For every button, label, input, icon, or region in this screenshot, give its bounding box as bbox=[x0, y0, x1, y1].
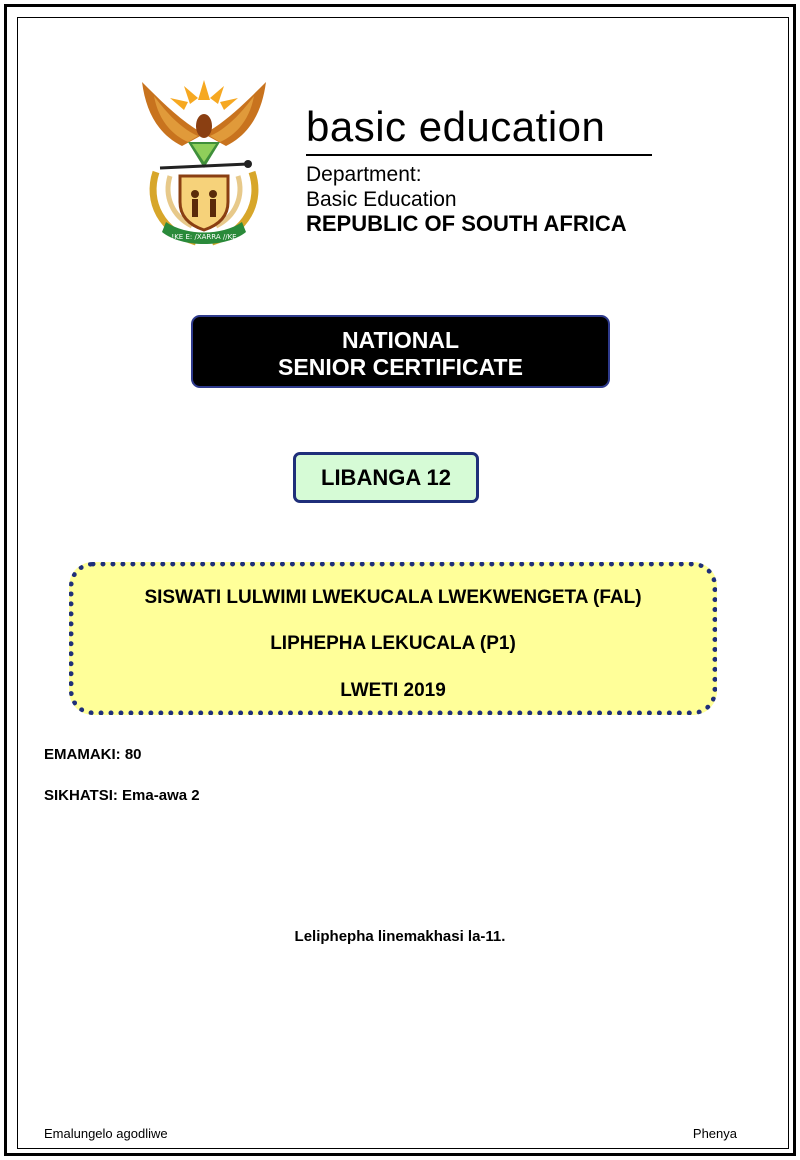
time-info: SIKHATSI: Ema-awa 2 bbox=[44, 787, 200, 804]
grade-label: LIBANGA 12 bbox=[321, 465, 451, 490]
footer-turn-over: Phenya bbox=[692, 1126, 737, 1141]
dept-line-2: Basic Education bbox=[306, 188, 457, 211]
certificate-line-1: NATIONAL bbox=[341, 327, 460, 353]
subject-title: SISWATI LULWIMI LWEKUCALA LWEKWENGETA (FAL) bbox=[144, 587, 642, 608]
dept-title: basic education bbox=[306, 103, 606, 150]
subject-paper: LIPHEPHA LEKUCALA (P1) bbox=[270, 633, 516, 654]
certificate-line-2: SENIOR CERTIFICATE bbox=[278, 354, 523, 380]
dept-title-rule bbox=[306, 154, 652, 156]
grade-badge bbox=[293, 452, 479, 503]
subject-box bbox=[69, 562, 717, 715]
pages-note: Leliphepha linemakhasi la-11. bbox=[294, 928, 506, 945]
certificate-banner bbox=[191, 315, 610, 388]
marks-info: EMAMAKI: 80 bbox=[44, 746, 142, 763]
crest-motto: !KE E: /XARRA //KE bbox=[171, 233, 237, 241]
coat-of-arms-icon bbox=[132, 72, 277, 250]
footer-copyright: Emalungelo agodliwe bbox=[44, 1126, 168, 1141]
subject-session: LWETI 2019 bbox=[340, 680, 446, 701]
dept-line-1: Department: bbox=[306, 163, 422, 186]
dept-line-3: REPUBLIC OF SOUTH AFRICA bbox=[306, 211, 627, 236]
